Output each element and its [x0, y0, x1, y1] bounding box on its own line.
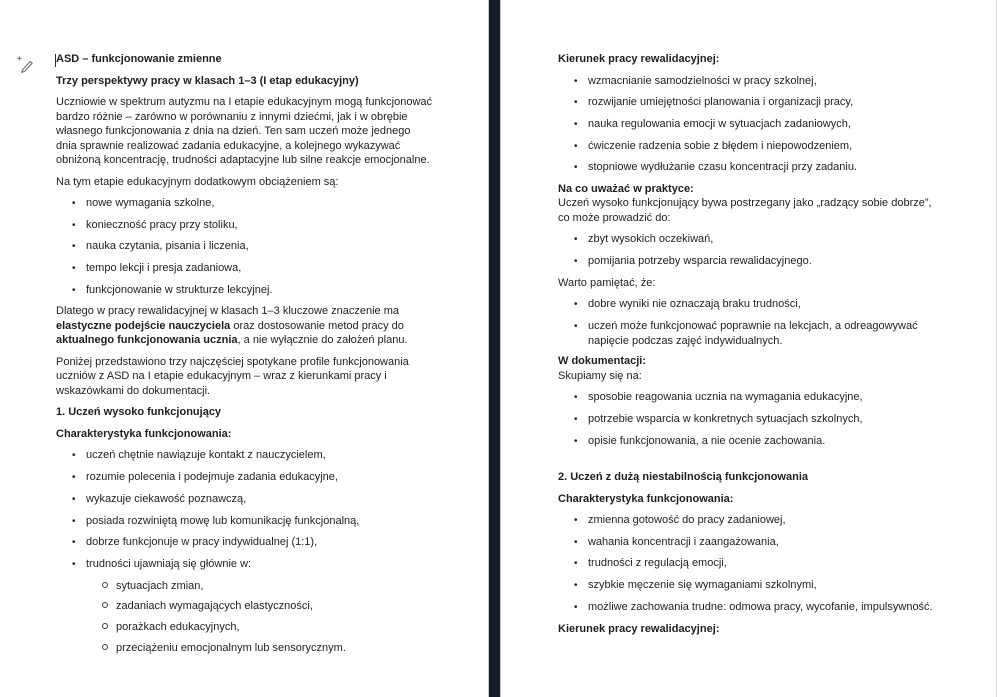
remember-paragraph: Warto pamiętać, że: — [558, 276, 656, 289]
list-item-text: nauka czytania, pisania i liczenia, — [86, 240, 249, 253]
list-item-text: wahania koncentracji i zaangażowania, — [588, 535, 779, 548]
list-item-text: uczeń może funkcjonować poprawnie na lekcjach, a odreagowywać napięcie podczas zajęć indywidualnych. — [588, 320, 918, 347]
remember-list — [558, 297, 936, 348]
bullet-icon: • — [72, 493, 76, 505]
direction-list — [558, 74, 936, 176]
bullet-icon: • — [574, 580, 578, 592]
bullet-icon: • — [574, 299, 578, 311]
list-item — [56, 557, 433, 573]
list-item — [56, 470, 433, 486]
direction-heading-2: Kierunek pracy rewalidacyjnej: — [558, 622, 720, 635]
list-item — [558, 390, 936, 406]
characteristics-list — [56, 448, 433, 655]
bold-segment: aktualnego funkcjonowania ucznia — [56, 334, 238, 347]
sub-list-item — [56, 641, 433, 656]
sub-list-item — [56, 599, 433, 614]
flexibility-paragraph — [56, 304, 433, 348]
list-item — [56, 218, 433, 234]
sub-list-item — [56, 579, 433, 594]
burden-paragraph: Na tym etapie edukacyjnym dodatkowym obciążeniem są: — [56, 175, 339, 188]
focus-paragraph: Skupiamy się na: — [558, 369, 642, 382]
bullet-icon: • — [574, 413, 578, 425]
profile2-heading: 2. Uczeń z dużą niestabilnością funkcjonowania — [558, 471, 808, 484]
list-item — [558, 535, 936, 551]
bullet-icon: • — [72, 241, 76, 253]
compose-pencil-icon[interactable] — [16, 55, 34, 73]
bullet-icon: • — [574, 118, 578, 130]
page-left-content — [0, 0, 488, 655]
documentation-list — [558, 390, 936, 449]
bullet-icon: • — [574, 162, 578, 174]
list-item-text: porażkach edukacyjnych, — [116, 620, 240, 633]
bullet-icon: • — [72, 284, 76, 296]
characteristics-heading: Charakterystyka funkcjonowania: — [56, 427, 232, 440]
bullet-icon: • — [574, 75, 578, 87]
profiles-paragraph: Poniżej przedstawiono trzy najczęściej spotykane profile funkcjonowania uczniów z ASD na I etapie edukacyjnym – wraz z kierunkami pracy i wskazówkami do dokumentacji. — [56, 355, 409, 397]
list-item — [558, 319, 936, 348]
sub-list-item — [56, 620, 433, 635]
bullet-icon: • — [574, 140, 578, 152]
list-item-text: zbyt wysokich oczekiwań, — [588, 233, 714, 246]
list-item-text: szybkie męczenie się wymaganiami szkolnymi, — [588, 579, 817, 592]
hollow-circle-icon — [56, 599, 116, 614]
bullet-icon: • — [574, 515, 578, 527]
list-item-text: rozwijanie umiejętności planowania i organizacji pracy, — [588, 96, 854, 109]
watch-heading: Na co uważać w praktyce: — [558, 182, 694, 195]
list-item — [558, 412, 936, 428]
list-item-text: nowe wymagania szkolne, — [86, 197, 215, 209]
list-item — [558, 434, 936, 450]
list-item-text: funkcjonowanie w strukturze lekcyjnej. — [86, 283, 273, 296]
list-item — [56, 492, 433, 508]
list-item — [56, 261, 433, 277]
list-item — [558, 297, 936, 313]
page-right — [501, 0, 996, 697]
list-item-text: rozumie polecenia i podejmuje zadania edukacyjne, — [86, 471, 338, 484]
text-segment: Dlatego w pracy rewalidacyjnej w klasach 1–3 kluczowe znaczenie ma — [56, 305, 399, 318]
list-item-text: przeciążeniu emocjonalnym lub sensorycznym. — [116, 641, 346, 654]
bullet-icon: • — [574, 558, 578, 570]
list-item — [558, 160, 936, 176]
bold-segment: elastyczne podejście nauczyciela — [56, 319, 231, 332]
list-item — [558, 513, 936, 529]
list-item — [56, 196, 433, 212]
list-item — [558, 254, 936, 270]
bullet-icon: • — [574, 256, 578, 268]
bullet-icon: • — [72, 472, 76, 484]
bullet-icon: • — [574, 536, 578, 548]
page-left — [0, 0, 488, 697]
risks-list — [558, 232, 936, 269]
list-item-text: wzmacnianie samodzielności w pracy szkolnej, — [588, 74, 817, 87]
bullet-icon: • — [72, 537, 76, 549]
burden-list — [56, 196, 433, 298]
list-item — [56, 448, 433, 464]
list-item-text: zmienna gotowość do pracy zadaniowej, — [588, 514, 786, 527]
list-item-text: posiada rozwiniętą mowę lub komunikację funkcjonalną, — [86, 514, 360, 527]
text-segment: , a nie wyłącznie do założeń planu. — [237, 334, 408, 347]
intro-paragraph: Uczniowie w spektrum autyzmu na I etapie edukacyjnym mogą funkcjonować bardzo różnie – zarówno w porównaniu z innymi dziećmi, jak i w obrębie własnego funkcjonowania z dnia na dzień. Ten sam uczeń może jednego dnia sprawnie realizować zadania edukacyjne, a kolejnego wykazywać obniżoną koncentrację, trudności adaptacyjne lub silne reakcje emocjonalne. — [56, 96, 433, 166]
bullet-icon: • — [574, 321, 578, 332]
bullet-icon: • — [72, 263, 76, 275]
hollow-circle-icon — [56, 620, 116, 635]
documentation-heading: W dokumentacji: — [558, 355, 647, 368]
list-item-text: tempo lekcji i presja zadaniowa, — [86, 262, 242, 275]
list-item-text: możliwe zachowania trudne: odmowa pracy, wycofanie, impulsywność. — [588, 600, 933, 613]
list-item — [56, 535, 433, 551]
list-item-text: wykazuje ciekawość poznawczą, — [86, 492, 247, 505]
list-item — [558, 556, 936, 572]
list-item — [558, 74, 936, 90]
list-item-text: stopniowe wydłużanie czasu koncentracji przy zadaniu. — [588, 161, 858, 174]
list-item-text: trudności ujawniają się głównie w: — [86, 557, 252, 570]
list-item-text: ćwiczenie radzenia sobie z błędem i niepowodzeniem, — [588, 139, 853, 152]
direction-heading: Kierunek pracy rewalidacyjnej: — [558, 53, 720, 65]
list-item — [558, 600, 936, 616]
bullet-icon: • — [574, 601, 578, 613]
perceived-paragraph: Uczeń wysoko funkcjonujący bywa postrzegany jako „radzący sobie dobrze”, co może prowadzić do: — [558, 197, 932, 224]
list-item-text: sposobie reagowania ucznia na wymagania edukacyjne, — [588, 391, 863, 404]
list-item — [558, 95, 936, 111]
hollow-circle-icon — [56, 579, 116, 594]
profile1-heading: 1. Uczeń wysoko funkcjonujący — [56, 406, 222, 419]
bullet-icon: • — [574, 435, 578, 447]
list-item — [56, 283, 433, 299]
list-item-text: konieczność pracy przy stoliku, — [86, 218, 238, 231]
bullet-icon: • — [574, 392, 578, 404]
characteristics-list-2 — [558, 513, 936, 615]
bullet-icon: • — [72, 450, 76, 462]
list-item-text: dobre wyniki nie oznaczają braku trudności, — [588, 298, 801, 311]
list-item — [56, 514, 433, 530]
list-item — [558, 139, 936, 155]
list-item — [56, 239, 433, 255]
list-item-text: trudności z regulacją emocji, — [588, 557, 727, 570]
hollow-circle-icon — [56, 641, 116, 656]
bullet-icon: • — [72, 558, 76, 570]
bullet-icon: • — [72, 515, 76, 527]
list-item-text: zadaniach wymagających elastyczności, — [116, 600, 313, 613]
page-divider — [488, 0, 501, 697]
text-caret — [55, 54, 56, 67]
page-right-content — [501, 0, 996, 636]
list-item-text: uczeń chętnie nawiązuje kontakt z nauczycielem, — [86, 449, 326, 462]
list-item-text: dobrze funkcjonuje w pracy indywidualnej (1:1), — [86, 536, 318, 549]
bullet-icon: • — [574, 234, 578, 246]
bullet-icon: • — [72, 198, 76, 209]
text-segment: oraz dostosowanie metod pracy do — [230, 319, 404, 332]
doc-title: ASD – funkcjonowanie zmienne — [56, 53, 222, 65]
list-item — [558, 232, 936, 248]
list-item-text: potrzebie wsparcia w konkretnych sytuacjach szkolnych, — [588, 412, 863, 425]
list-item — [558, 578, 936, 594]
characteristics-heading: Charakterystyka funkcjonowania: — [558, 492, 734, 505]
list-item-text: pomijania potrzeby wsparcia rewalidacyjnego. — [588, 255, 812, 268]
list-item — [558, 117, 936, 133]
bullet-icon: • — [574, 97, 578, 109]
list-item-text: opisie funkcjonowania, a nie ocenie zachowania. — [588, 434, 826, 447]
doc-subtitle: Trzy perspektywy pracy w klasach 1–3 (I etap edukacyjny) — [56, 74, 359, 87]
list-item-text: nauka regulowania emocji w sytuacjach zadaniowych, — [588, 117, 851, 130]
list-item-text: sytuacjach zmian, — [116, 579, 204, 592]
bullet-icon: • — [72, 219, 76, 231]
